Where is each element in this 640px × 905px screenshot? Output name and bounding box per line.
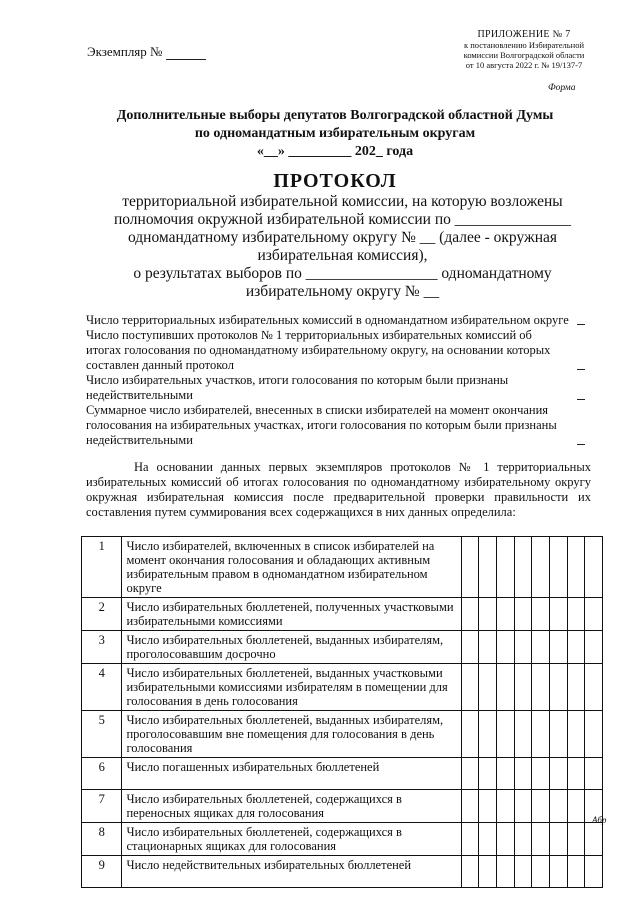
header-line: Дополнительные выборы депутатов Волгоградской областной Думы <box>116 108 554 123</box>
stat-item <box>86 328 591 373</box>
digit-cell[interactable] <box>514 823 532 856</box>
digit-cell[interactable] <box>550 598 568 631</box>
digit-cell[interactable] <box>497 711 515 758</box>
digit-cell[interactable] <box>461 823 479 856</box>
row-number: 3 <box>82 631 122 664</box>
stat-text: Число территориальных избирательных комиссий в одномандатном избирательном округе <box>86 313 569 327</box>
digit-cell[interactable] <box>532 758 550 790</box>
appendix-title: ПРИЛОЖЕНИЕ № 7 <box>477 29 571 40</box>
digit-cell[interactable] <box>479 664 497 711</box>
stat-text: Число поступивших протоколов № 1 территориальных избирательных комиссий об итогах голосования по одномандатному избирательному округу, на основании которых составлен данный протокол <box>86 328 551 372</box>
digit-cell[interactable] <box>479 537 497 598</box>
row-number: 1 <box>82 537 122 598</box>
digit-cell[interactable] <box>532 856 550 888</box>
row-number: 6 <box>82 758 122 790</box>
table-row <box>82 631 603 664</box>
digit-cell[interactable] <box>479 823 497 856</box>
stat-value-blank <box>577 324 585 325</box>
digit-cell[interactable] <box>514 631 532 664</box>
row-description: Число избирательных бюллетеней, полученных участковыми избирательными комиссиями <box>122 598 461 631</box>
subtitle-line: о результатах выборов по _________________ одномандатному <box>133 265 552 282</box>
row-number: 4 <box>82 664 122 711</box>
digit-cell[interactable] <box>461 758 479 790</box>
election-header <box>70 107 600 161</box>
table-row <box>82 711 603 758</box>
digit-cell[interactable] <box>567 823 585 856</box>
digit-cell[interactable] <box>497 537 515 598</box>
digit-cell[interactable] <box>514 664 532 711</box>
digit-cell[interactable] <box>585 711 603 758</box>
digit-cell[interactable] <box>497 790 515 823</box>
digit-cell[interactable] <box>550 711 568 758</box>
results-table <box>81 536 603 888</box>
digit-cell[interactable] <box>567 598 585 631</box>
digit-cell[interactable] <box>497 823 515 856</box>
subtitle-line: избирательная комиссия), <box>257 247 428 264</box>
appendix-line: к постановлению Избирательной <box>463 40 585 50</box>
row-description: Число избирательных бюллетеней, содержащихся в переносных ящиках для голосования <box>122 790 461 823</box>
digit-cell[interactable] <box>461 790 479 823</box>
digit-cell[interactable] <box>550 758 568 790</box>
digit-cell[interactable] <box>532 537 550 598</box>
digit-cell[interactable] <box>497 631 515 664</box>
stat-item <box>86 403 591 448</box>
digit-cell[interactable] <box>550 537 568 598</box>
row-description: Число избирателей, включенных в список избирателей на момент окончания голосования и обладающих активным избирательным правом в одномандатном избирательном округе <box>122 537 461 598</box>
stat-item <box>86 313 591 328</box>
digit-cell[interactable] <box>550 790 568 823</box>
row-description: Число погашенных избирательных бюллетеней <box>122 758 461 790</box>
digit-cell[interactable] <box>585 856 603 888</box>
row-number: 5 <box>82 711 122 758</box>
stat-item <box>86 373 591 403</box>
digit-cell[interactable] <box>532 631 550 664</box>
subtitle-line: одномандатному избирательному округу № __ (далее - окружная <box>127 229 558 246</box>
digit-cell[interactable] <box>585 598 603 631</box>
digit-cell[interactable] <box>532 790 550 823</box>
digit-cell[interactable] <box>585 758 603 790</box>
subtitle-line: избирательному округу № __ <box>245 283 440 300</box>
digit-cell[interactable] <box>585 631 603 664</box>
digit-cell[interactable] <box>497 664 515 711</box>
digit-cell[interactable] <box>514 856 532 888</box>
digit-cell[interactable] <box>514 598 532 631</box>
digit-cell[interactable] <box>461 598 479 631</box>
row-number: 8 <box>82 823 122 856</box>
digit-cell[interactable] <box>514 711 532 758</box>
digit-cell[interactable] <box>479 790 497 823</box>
row-number: 7 <box>82 790 122 823</box>
table-row <box>82 537 603 598</box>
digit-cell[interactable] <box>461 856 479 888</box>
digit-cell[interactable] <box>532 664 550 711</box>
digit-cell[interactable] <box>567 631 585 664</box>
appendix-block <box>454 30 594 70</box>
table-row <box>82 758 603 790</box>
digit-cell[interactable] <box>514 537 532 598</box>
appendix-line: от 10 августа 2022 г. № 19/137-7 <box>465 60 583 70</box>
stat-text: Число избирательных участков, итоги голосования по которым были признаны недействительными <box>86 373 509 402</box>
row-description: Число избирательных бюллетеней, выданных избирателям, проголосовавшим досрочно <box>122 631 461 664</box>
digit-cell[interactable] <box>567 537 585 598</box>
digit-cell[interactable] <box>461 537 479 598</box>
protocol-title: ПРОТОКОЛ <box>273 170 397 192</box>
digit-cell[interactable] <box>497 758 515 790</box>
row-description: Число избирательных бюллетеней, выданных участковыми избирательными комиссиями избирателям в помещении для голосования в день голосования <box>122 664 461 711</box>
row-description: Число избирательных бюллетеней, выданных избирателям, проголосовавшим вне помещения для голосования в день голосования <box>122 711 461 758</box>
stat-value-blank <box>577 399 585 400</box>
table-row <box>82 664 603 711</box>
table-row <box>82 790 603 823</box>
determination-paragraph: На основании данных первых экземпляров протоколов № 1 территориальных избирательных комиссий об итогах голосования по одномандатному избирательному округу окружная избирательная комиссия после предварительной проверки правильности их составления путем суммирования всех содержащихся в них данных определила: <box>86 460 591 519</box>
digit-cell[interactable] <box>479 631 497 664</box>
digit-cell[interactable] <box>567 856 585 888</box>
copy-number <box>87 44 206 60</box>
digit-cell[interactable] <box>497 598 515 631</box>
digit-cell[interactable] <box>461 631 479 664</box>
digit-cell[interactable] <box>532 711 550 758</box>
stats-list <box>86 313 591 448</box>
digit-cell[interactable] <box>567 664 585 711</box>
digit-cell[interactable] <box>567 711 585 758</box>
protocol-subtitle <box>95 193 590 301</box>
digit-cell[interactable] <box>585 664 603 711</box>
header-line: по одномандатным избирательным округам <box>194 126 476 141</box>
appendix-line: комиссии Волгоградской области <box>463 50 585 60</box>
form-label: Форма <box>548 83 576 93</box>
copy-number-blank <box>166 47 206 60</box>
digit-cell[interactable] <box>479 758 497 790</box>
digit-cell[interactable] <box>479 598 497 631</box>
table-row <box>82 823 603 856</box>
digit-cell[interactable] <box>479 856 497 888</box>
digit-cell[interactable] <box>514 790 532 823</box>
subtitle-line: территориальной избирательной комиссии, на которую возложены <box>122 193 563 210</box>
row-description: Число избирательных бюллетеней, содержащихся в стационарных ящиках для голосования <box>122 823 461 856</box>
digit-cell[interactable] <box>514 758 532 790</box>
digit-cell[interactable] <box>585 823 603 856</box>
digit-cell[interactable] <box>461 711 479 758</box>
stat-value-blank <box>577 444 585 445</box>
digit-cell[interactable] <box>479 711 497 758</box>
subtitle-line: полномочия окружной избирательной комиссии по _______________ <box>113 211 572 228</box>
row-description: Число недействительных избирательных бюллетеней <box>122 856 461 888</box>
digit-cell[interactable] <box>532 823 550 856</box>
digit-cell[interactable] <box>585 537 603 598</box>
digit-cell[interactable] <box>532 598 550 631</box>
header-date: «__» _________ 202_ года <box>256 144 414 159</box>
stat-text: Суммарное число избирателей, внесенных в списки избирателей на момент окончания голосования на избирательных участках, итоги голосования по которым были признаны недействительными <box>86 403 557 447</box>
digit-cell[interactable] <box>461 664 479 711</box>
stat-value-blank <box>577 369 585 370</box>
digit-cell[interactable] <box>550 664 568 711</box>
row-number: 9 <box>82 856 122 888</box>
table-row <box>82 856 603 888</box>
digit-cell[interactable] <box>550 823 568 856</box>
digit-cell[interactable] <box>550 631 568 664</box>
digit-cell[interactable] <box>497 856 515 888</box>
copy-number-label: Экземпляр № <box>87 44 163 59</box>
digit-cell[interactable] <box>567 758 585 790</box>
digit-cell[interactable] <box>550 856 568 888</box>
margin-mark: Абр <box>592 815 607 825</box>
digit-cell[interactable] <box>567 790 585 823</box>
row-number: 2 <box>82 598 122 631</box>
table-row <box>82 598 603 631</box>
